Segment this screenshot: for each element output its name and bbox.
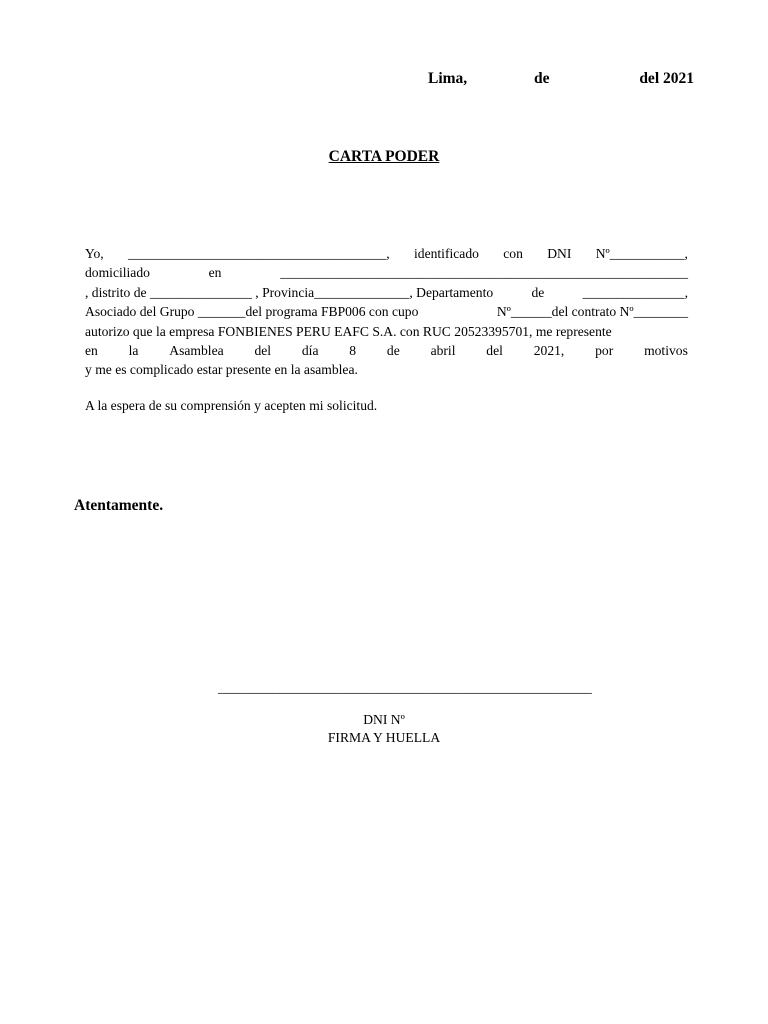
body-word: domiciliado [85,265,150,281]
body-word: identificado [414,246,479,261]
closing-salutation: Atentamente. [74,497,164,514]
closing-paragraph: A la espera de su comprensión y acepten mi solicitud. [85,398,378,413]
body-word: en [208,265,222,281]
date-city: Lima, [428,70,468,87]
body-line [85,263,688,282]
body-word: 2021, [533,342,565,358]
body-word: y me es complicado estar presente en la asamblea. [85,362,358,378]
body-word: Asociado del Grupo _______del programa FBP006 con cupo [85,304,419,320]
body-word: , distrito de _______________ , Provincia______________, Departamento [85,284,494,300]
body-word: DNI [547,246,572,261]
date-year: del 2021 [639,70,694,87]
body-word: en [85,342,98,358]
body-word: ______________________________________, [127,246,390,261]
body-word: con [503,246,523,261]
body-line [85,322,688,341]
body-line [85,360,688,379]
date-de: de [534,70,550,87]
signature-dni-label: DNI Nº [363,712,405,727]
signature-line: _______________________________________________________ [218,680,592,695]
body-word: de [531,284,545,300]
body-word: ____________________________________________________________ [280,265,688,281]
body-word: del [254,342,272,358]
body-word: día [301,342,319,358]
body-line [85,283,688,302]
body-paragraph [85,244,688,380]
body-word: motivos [644,342,688,358]
signature-label: FIRMA Y HUELLA [327,730,441,745]
body-word: _______________, [582,284,688,300]
body-word: autorizo que la empresa FONBIENES PERU EAFC S.A. con RUC 20523395701, me represente [85,323,612,339]
body-word: Nº______del contrato Nº________ [496,304,688,320]
body-word: de [386,342,400,358]
body-word: abril [430,342,456,358]
body-word: 8 [349,342,357,358]
body-word: Yo, [85,246,104,261]
date-line [428,70,694,90]
body-line [85,341,688,360]
body-line [85,244,688,263]
body-word: Asamblea [169,342,224,358]
document-title-text: CARTA PODER [328,148,440,165]
body-word: por [595,342,614,358]
body-word: Nº___________, [595,246,688,261]
body-word: la [128,342,139,358]
body-word: del [486,342,503,358]
document-title [0,148,768,166]
body-line [85,302,688,321]
